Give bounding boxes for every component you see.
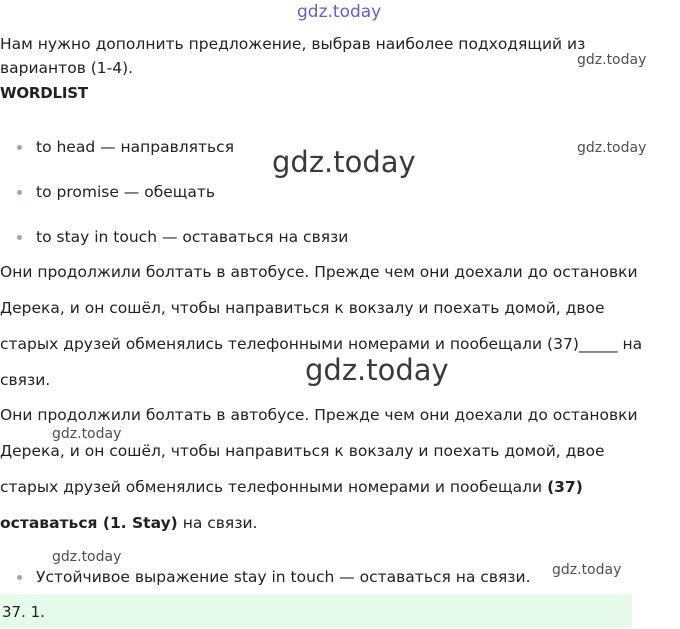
- watermark-large: gdz.today: [272, 145, 416, 179]
- paragraph-line: Дерека, и он сошёл, чтобы направиться к вокзалу и поехать домой, двое: [0, 442, 605, 460]
- wordlist-item-text: to promise — обещать: [36, 183, 216, 201]
- watermark-small: gdz.today: [552, 562, 622, 578]
- paragraph-line: Дерека, и он сошёл, чтобы направиться к вокзалу и поехать домой, двое: [0, 299, 605, 317]
- watermark-top: gdz.today: [297, 2, 382, 22]
- wordlist-item-text: to head — направляться: [36, 138, 235, 156]
- paragraph-line: Они продолжили болтать в автобусе. Прежде чем они доехали до остановки: [0, 263, 638, 281]
- paragraph-line: связи.: [0, 371, 51, 389]
- answer-text: 37. 1.: [2, 603, 45, 621]
- bullet-icon: [17, 190, 22, 195]
- paragraph-text: на связи.: [177, 514, 258, 532]
- paragraph-line: Они продолжили болтать в автобусе. Прежде чем они доехали до остановки: [0, 406, 638, 424]
- intro-text-cut: вариантов (1-4).: [0, 59, 134, 77]
- watermark-small: gdz.today: [577, 52, 647, 68]
- explanation-text: Устойчивое выражение stay in touch — оставаться на связи.: [36, 568, 531, 586]
- watermark-large: gdz.today: [305, 353, 449, 387]
- bullet-icon: [17, 145, 22, 150]
- wordlist-heading: WORDLIST: [0, 84, 88, 102]
- bullet-icon: [17, 575, 22, 580]
- gap-number: (37): [547, 478, 583, 496]
- bullet-icon: [17, 235, 22, 240]
- watermark-small: gdz.today: [577, 140, 647, 156]
- intro-text: Нам нужно дополнить предложение, выбрав наиболее подходящий из: [0, 35, 586, 53]
- paragraph-line: [0, 478, 583, 496]
- paragraph-line: старых друзей обменялись телефонными номерами и пообещали (37)_____ на: [0, 335, 643, 353]
- wordlist-item-text: to stay in touch — оставаться на связи: [36, 228, 349, 246]
- watermark-small: gdz.today: [52, 549, 122, 565]
- paragraph-text: старых друзей обменялись телефонными номерами и пообещали: [0, 478, 548, 496]
- paragraph-line: [0, 514, 257, 532]
- answer-fill: оставаться (1. Stay): [0, 514, 178, 532]
- watermark-small: gdz.today: [52, 426, 122, 442]
- answer-box: [0, 594, 632, 628]
